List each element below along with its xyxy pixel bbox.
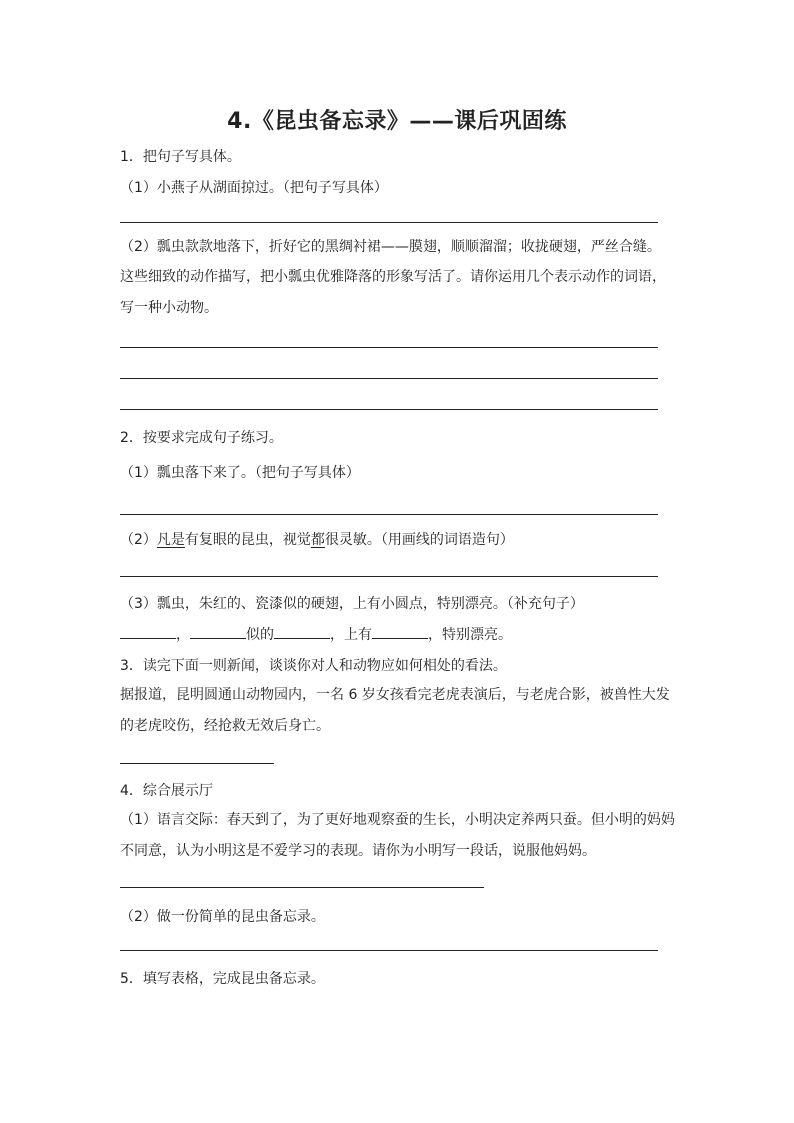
fill-in-sentence (120, 624, 512, 644)
blank-2[interactable] (190, 624, 246, 639)
answer-line[interactable] (120, 576, 658, 577)
question-4-part-1-line-1: （1）语言交际：春天到了，为了更好地观察蚕的生长，小明决定养两只蚕。但小明的妈妈 (120, 812, 675, 828)
answer-line[interactable] (120, 950, 658, 951)
underlined-word-1: 凡是 (156, 532, 185, 548)
blank-4[interactable] (372, 624, 428, 639)
question-3-news-line-1: 据报道，昆明圆通山动物园内，一名 6 岁女孩看完老虎表演后，与老虎合影，被兽性大发 (120, 687, 670, 703)
page-title: 4.《昆虫备忘录》——课后巩固练 (227, 109, 567, 134)
answer-line[interactable] (120, 222, 658, 223)
fill-part-2: 似的 (246, 627, 274, 643)
question-4-part-1-line-2: 不同意，认为小明这是不爱学习的表现。请你为小明写一段话，说服他妈妈。 (120, 843, 596, 859)
fill-part-1: ， (176, 627, 190, 643)
question-1-part-2-line-1: （2）瓢虫款款地落下，折好它的黑绸衬裙——膜翅，顺顺溜溜；收拢硬翅，严丝合缝。 (120, 239, 661, 255)
question-1-part-2-line-3: 写一种小动物。 (120, 300, 218, 316)
question-4-heading: 4．综合展示厅 (120, 783, 213, 799)
question-2-part-2 (120, 529, 514, 549)
question-3-heading: 3．读完下面一则新闻，谈谈你对人和动物应如何相处的看法。 (120, 658, 507, 674)
question-2-part-3: （3）瓢虫，朱红的、瓷漆似的硬翅，上有小圆点，特别漂亮。（补充句子） (120, 596, 584, 612)
fill-part-4: ，特别漂亮。 (428, 627, 512, 643)
question-2-part-2-middle: 有复眼的昆虫，视觉 (184, 532, 311, 548)
answer-line[interactable] (120, 763, 274, 764)
question-1-part-2-line-2: 这些细致的动作描写，把小瓢虫优雅降落的形象写活了。请你运用几个表示动作的词语， (120, 269, 666, 285)
answer-line[interactable] (120, 887, 484, 888)
question-4-part-2: （2）做一份简单的昆虫备忘录。 (120, 909, 325, 925)
blank-1[interactable] (120, 624, 176, 639)
question-2-part-2-suffix: 很灵敏。（用画线的词语造句） (324, 532, 514, 548)
question-5-heading: 5．填写表格，完成昆虫备忘录。 (120, 971, 325, 987)
question-1-part-1: （1）小燕子从湖面掠过。（把句子写具体） (120, 180, 388, 196)
blank-3[interactable] (274, 624, 330, 639)
fill-part-3: ，上有 (330, 627, 372, 643)
answer-line[interactable] (120, 409, 658, 410)
question-3-news-line-2: 的老虎咬伤，经抢救无效后身亡。 (120, 718, 330, 734)
question-2-part-2-prefix: （2） (120, 532, 157, 548)
answer-line[interactable] (120, 378, 658, 379)
question-1-heading: 1．把句子写具体。 (120, 149, 241, 165)
question-2-heading: 2．按要求完成句子练习。 (120, 430, 283, 446)
underlined-word-2: 都 (310, 532, 325, 548)
answer-line[interactable] (120, 514, 658, 515)
question-2-part-1: （1）瓢虫落下来了。（把句子写具体） (120, 465, 360, 481)
answer-line[interactable] (120, 347, 658, 348)
